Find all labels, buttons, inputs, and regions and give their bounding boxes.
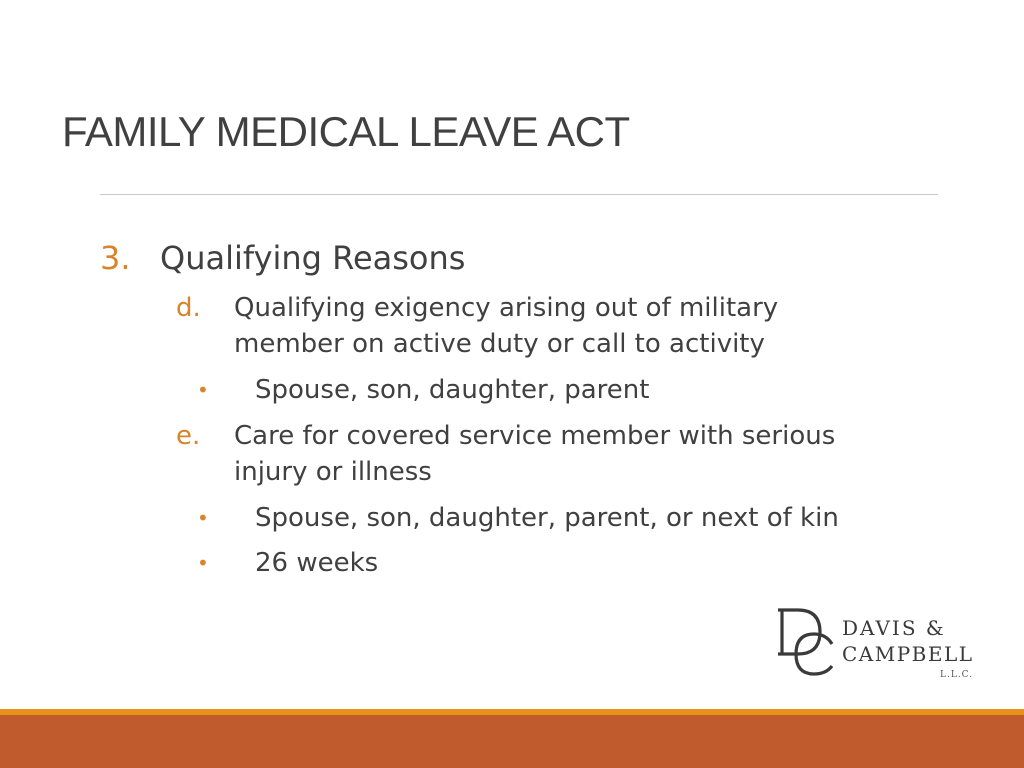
- list-item-label: Qualifying exigency arising out of military member on active duty or call to activity: [234, 293, 779, 359]
- list-letter-marker: d.: [176, 293, 201, 323]
- logo-text-line2: CAMPBELL: [842, 642, 974, 666]
- bullet-label: 26 weeks: [255, 548, 379, 578]
- list-item-level2: [176, 290, 916, 362]
- slide-title: FAMILY MEDICAL LEAVE ACT: [62, 108, 630, 155]
- list-number-marker: 3.: [100, 239, 131, 277]
- bullet-marker: •: [197, 378, 209, 402]
- bullet-label: Spouse, son, daughter, parent, or next of kin: [255, 503, 839, 533]
- bullet-label: Spouse, son, daughter, parent: [255, 375, 650, 405]
- footer-band: [0, 715, 1024, 768]
- logo-text-line1: DAVIS &: [842, 616, 946, 640]
- logo-text-line3: L.L.C.: [940, 670, 974, 680]
- list-letter-marker: e.: [176, 421, 201, 451]
- list-item-label: Care for covered service member with serious injury or illness: [234, 421, 836, 487]
- bullet-marker: •: [197, 506, 209, 530]
- list-item-level1: [100, 236, 465, 280]
- list-item-label: Qualifying Reasons: [160, 239, 466, 277]
- dc-monogram-icon: [776, 604, 836, 678]
- bullet-marker: •: [197, 551, 209, 575]
- company-logo: [776, 604, 976, 686]
- list-item-level2: [176, 418, 916, 490]
